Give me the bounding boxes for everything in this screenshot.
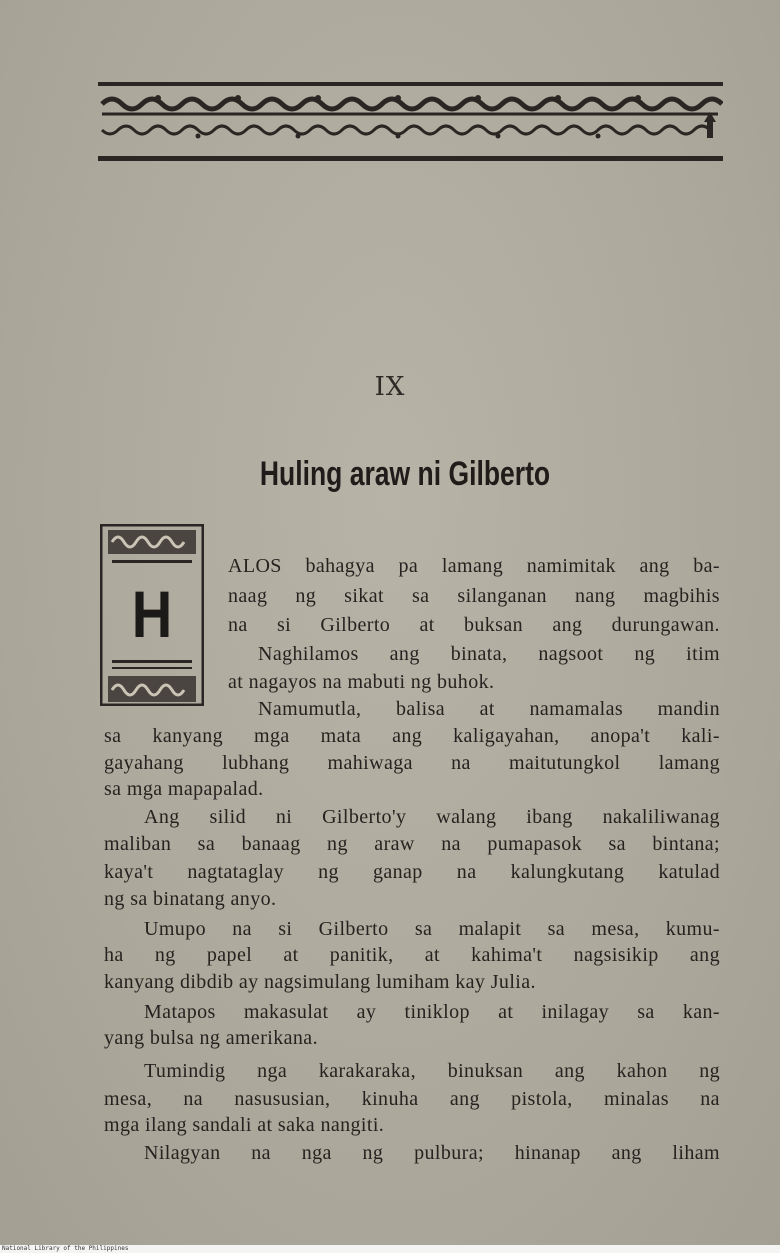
body-text-line: sa kanyang mga mata ang kaligayahan, anopa't kali-	[104, 725, 720, 747]
body-text-line: kaya't nagtataglay ng ganap na kalungkutang katulad	[104, 861, 720, 883]
chapter-number: IX	[374, 372, 406, 402]
body-text-line: ha ng papel at panitik, at kahima't nagsisikip ang	[104, 944, 720, 966]
body-text-line: Matapos makasulat ay tiniklop at inilagay sa kan-	[144, 1001, 720, 1023]
body-text-line: ng sa binatang anyo.	[104, 888, 277, 910]
body-text-line: mga ilang sandali at saka nangiti.	[104, 1114, 385, 1136]
ornamental-header-border	[98, 78, 723, 164]
body-text-line: maliban sa banaag ng araw na pumapasok sa bintana;	[104, 833, 720, 855]
body-text-line: at nagayos na mabuti ng buhok.	[228, 671, 495, 693]
body-text-line: Nilagyan na nga ng pulbura; hinanap ang liham	[144, 1142, 720, 1164]
body-text-line: Naghilamos ang binata, nagsoot ng itim	[258, 643, 720, 665]
body-text-line: sa mga mapapalad.	[104, 778, 264, 800]
body-text-line: Ang silid ni Gilberto'y walang ibang nakaliliwanag	[144, 806, 720, 828]
body-text-line: naag ng sikat sa silanganan nang magbihis	[228, 585, 720, 607]
body-text-line: kanyang dibdib ay nagsimulang lumiham kay Julia.	[104, 971, 536, 993]
body-text-line: Tumindig nga karakaraka, binuksan ang kahon ng	[144, 1060, 720, 1082]
drop-cap-letter: H	[131, 577, 173, 651]
body-text-line: na si Gilberto at buksan ang durungawan.	[228, 614, 720, 636]
body-text-line: mesa, na nasususian, kinuha ang pistola, minalas na	[104, 1088, 720, 1110]
body-text-line: Namumutla, balisa at namamalas mandin	[258, 698, 720, 720]
footer-credit: National Library of the Philippines	[2, 1245, 129, 1252]
body-text-line: Umupo na si Gilberto sa malapit sa mesa, kumu-	[144, 918, 720, 940]
body-text-line: gayahang lubhang mahiwaga na maitutungkol lamang	[104, 752, 720, 774]
chapter-title: Huling araw ni Gilberto	[259, 455, 551, 493]
body-text-line: ALOS bahagya pa lamang namimitak ang ba-	[228, 555, 720, 577]
body-text-line: yang bulsa ng amerikana.	[104, 1027, 318, 1049]
